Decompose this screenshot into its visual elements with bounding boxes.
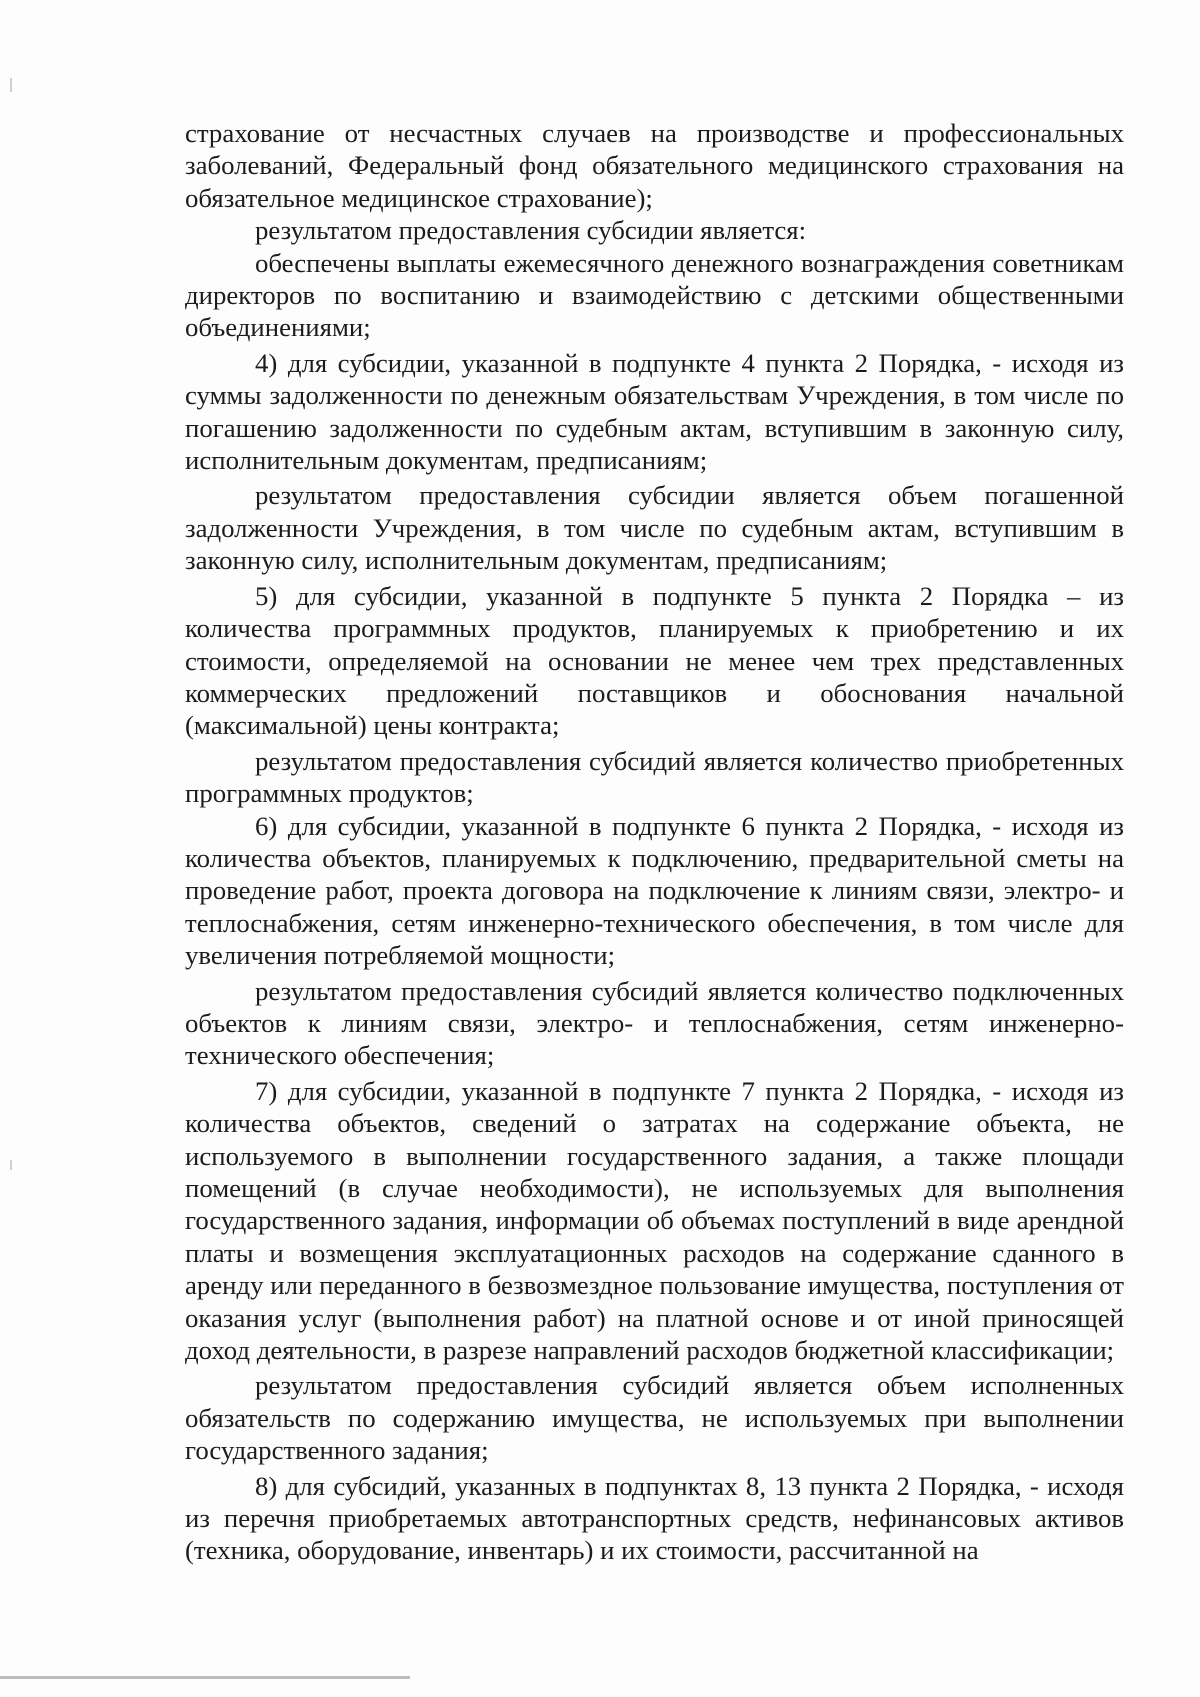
document-body bbox=[185, 117, 1124, 1567]
paragraph-result-intro: результатом предоставления субсидии является: bbox=[255, 215, 807, 246]
paragraph-result-6: результатом предоставления субсидий является количество подключенных объектов к линиям связи, электро- и теплоснабжения, сетям инженерно-технического обеспечения; bbox=[185, 975, 1124, 1071]
paragraph-item-6: 6) для субсидии, указанной в подпункте 6 пункта 2 Порядка, - исходя из количества объектов, планируемых к подключению, предварительной сметы на проведение работ, проекта договора на подключение к линиям связи, электро- и теплоснабжения, сетям инженерно-технического обеспечения, в том числе для увеличения потребляемой мощности; bbox=[185, 810, 1124, 971]
paragraph-item-4: 4) для субсидии, указанной в подпункте 4 пункта 2 Порядка, - исходя из суммы задолженности по денежным обязательствам Учреждения, в том числе по погашению задолженности по судебным актам, вступившим в законную силу, исполнительным документам, предписаниям; bbox=[185, 347, 1124, 476]
scan-mark-bottom bbox=[10, 1160, 12, 1170]
paragraph-continuation: страхование от несчастных случаев на производстве и профессиональных заболеваний, Федеральный фонд обязательного медицинского страхования на обязательное медицинское страхование); bbox=[185, 118, 1124, 213]
paragraph-item-8: 8) для субсидий, указанных в подпунктах 8, 13 пункта 2 Порядка, - исходя из перечня приобретаемых автотранспортных средств, нефинансовых активов (техника, оборудование, инвентарь) и их стоимости, рассчитанной на bbox=[185, 1470, 1124, 1566]
paragraph-result-5: результатом предоставления субсидий является количество приобретенных программных продуктов; bbox=[185, 745, 1124, 809]
scan-mark-top bbox=[10, 78, 12, 92]
paragraph-item-5: 5) для субсидии, указанной в подпункте 5 пункта 2 Порядка – из количества программных продуктов, планируемых к приобретению и их стоимости, определяемой на основании не менее чем трех представленных коммерческих предложений поставщиков и обоснования начальной (максимальной) цены контракта; bbox=[185, 580, 1124, 741]
paragraph-result-payments: обеспечены выплаты ежемесячного денежного вознаграждения советникам директоров по воспитанию и взаимодействию с детскими общественными объединениями; bbox=[185, 247, 1124, 343]
scan-edge-line bbox=[0, 1676, 410, 1679]
paragraph-result-7: результатом предоставления субсидий является объем исполненных обязательств по содержанию имущества, не используемых при выполнении государственного задания; bbox=[185, 1370, 1124, 1466]
paragraph-item-7: 7) для субсидии, указанной в подпункте 7 пункта 2 Порядка, - исходя из количества объектов, сведений о затратах на содержание объекта, не используемого в выполнении государственного задания, а также площади помещений (в случае необходимости), не используемых для выполнения государственного задания, информации об объемах поступлений в виде арендной платы и возмещения эксплуатационных расходов на содержание сданного в аренду или переданного в безвозмездное пользование имущества, поступления от оказания услуг (выполнения работ) на платной основе и от иной приносящей доход деятельности, в разрезе направлений расходов бюджетной классификации; bbox=[185, 1075, 1124, 1366]
paragraph-result-4: результатом предоставления субсидии является объем погашенной задолженности Учреждения, в том числе по судебным актам, вступившим в законную силу, исполнительным документам, предписаниям; bbox=[185, 480, 1124, 576]
